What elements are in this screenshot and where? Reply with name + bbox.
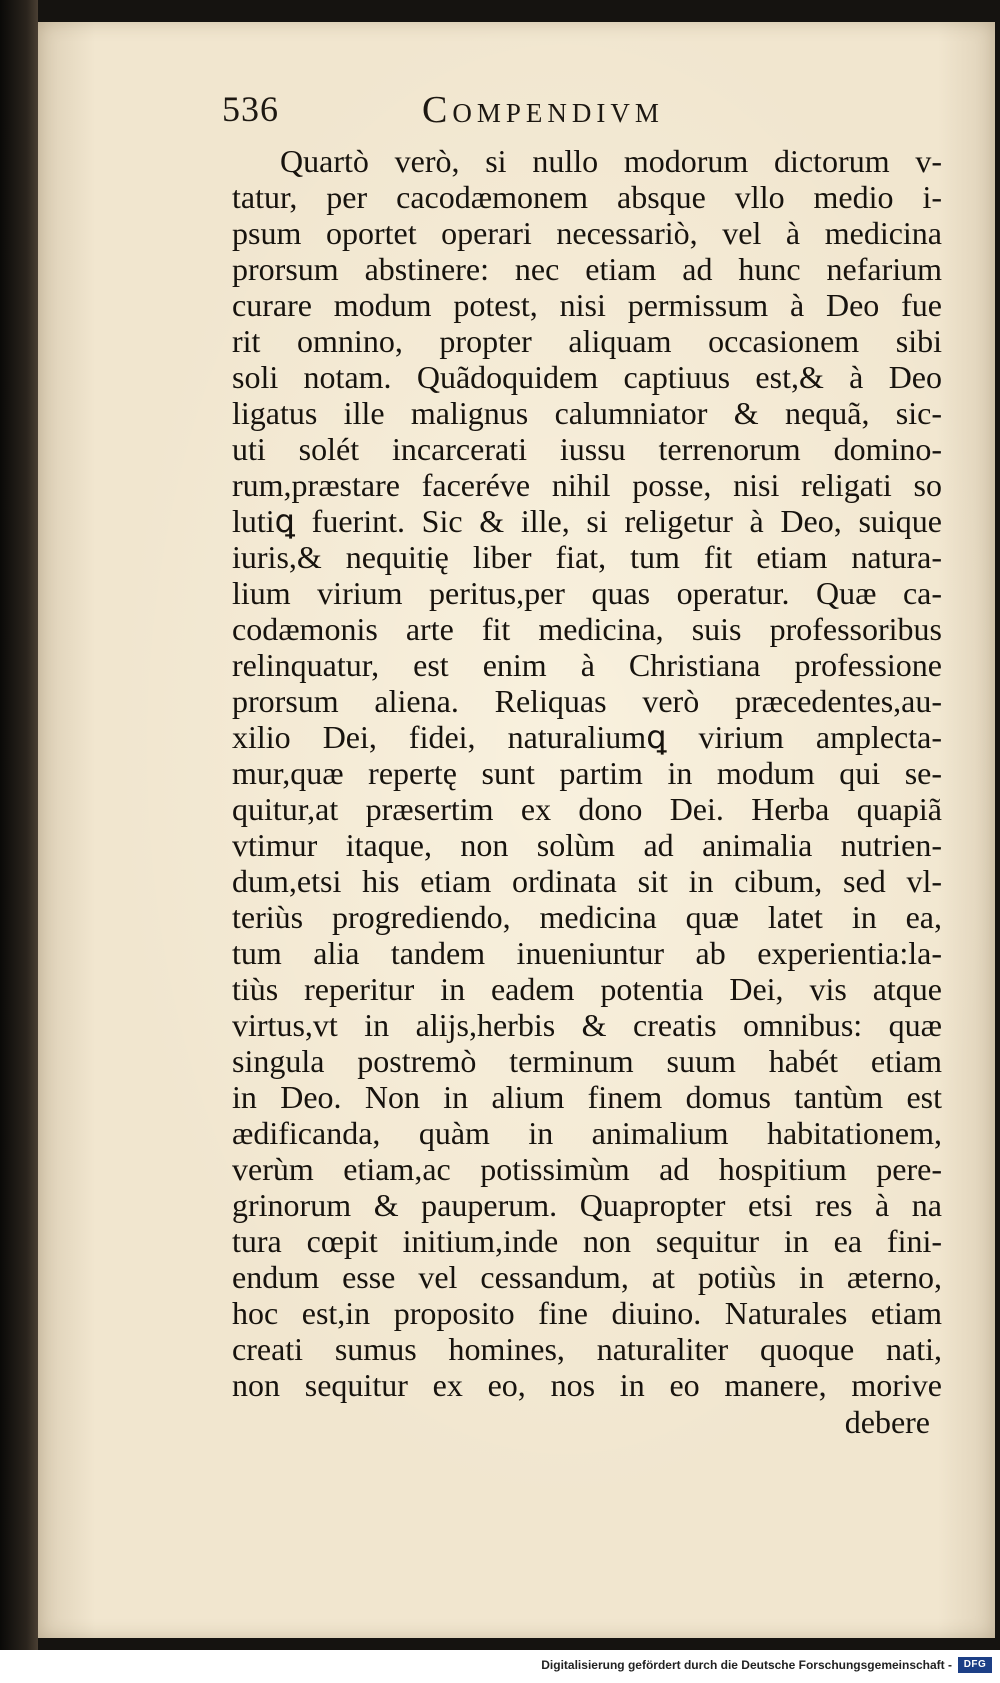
page-number: 536: [222, 89, 279, 129]
footer-bar: [0, 1650, 1000, 1683]
text-line: lium virium peritus,per quas operatur. Quæ ca-: [232, 575, 942, 611]
text-line: quitur,at præsertim ex dono Dei. Herba quapiã: [232, 791, 942, 827]
text-line: tatur, per cacodæmonem absque vllo medio i-: [232, 179, 942, 215]
text-line: singula postremò terminum suum habét etiam: [232, 1043, 942, 1079]
text-line: ligatus ille malignus calumniator & nequã, sic-: [232, 395, 942, 431]
text-line: creati sumus homines, naturaliter quoque nati,: [232, 1331, 942, 1367]
text-line: Quartò verò, si nullo modorum dictorum v-: [280, 143, 942, 179]
text-line: rum,præstare faceréve nihil posse, nisi religati so: [232, 467, 942, 503]
running-head: Compendivm: [422, 89, 664, 131]
text-line: codæmonis arte fit medicina, suis professoribus: [232, 611, 942, 647]
text-line: dum,etsi his etiam ordinata sit in cibum, sed vl-: [232, 863, 942, 899]
text-line: in Deo. Non in alium finem domus tantùm est: [232, 1079, 942, 1115]
text-line: tura cœpit initium,inde non sequitur in ea fini-: [232, 1223, 942, 1259]
text-line: verùm etiam,ac potissimùm ad hospitium pere-: [232, 1151, 942, 1187]
text-line: grinorum & pauperum. Quapropter etsi res à na: [232, 1187, 942, 1223]
text-line: lutiꝗ fuerint. Sic & ille, si religetur à Deo, suique: [232, 503, 942, 539]
text-line: non sequitur ex eo, nos in eo manere, morive: [232, 1367, 942, 1403]
text-line: vtimur itaque, non solùm ad animalia nutrien-: [232, 827, 942, 863]
catchword: debere: [844, 1404, 930, 1440]
text-line: tiùs reperitur in eadem potentia Dei, vis atque: [232, 971, 942, 1007]
text-line: xilio Dei, fidei, naturaliumꝗ virium amplecta-: [232, 719, 942, 755]
funding-credit: Digitalisierung gefördert durch die Deutsche Forschungsgemeinschaft -: [541, 1658, 952, 1672]
text-line: rit omnino, propter aliquam occasionem sibi: [232, 323, 942, 359]
text-line: uti solét incarcerati iussu terrenorum domino-: [232, 431, 942, 467]
text-line: psum oportet operari necessariò, vel à medicina: [232, 215, 942, 251]
text-line: hoc est,in proposito fine diuino. Naturales etiam: [232, 1295, 942, 1331]
text-line: mur,quæ repertę sunt partim in modum qui se-: [232, 755, 942, 791]
book-gutter: [0, 0, 38, 1650]
text-line: endum esse vel cessandum, at potiùs in æterno,: [232, 1259, 942, 1295]
text-line: tum alia tandem inueniuntur ab experientia:la-: [232, 935, 942, 971]
text-line: relinquatur, est enim à Christiana professione: [232, 647, 942, 683]
text-line: prorsum abstinere: nec etiam ad hunc nefarium: [232, 251, 942, 287]
page-header: [200, 70, 840, 130]
dfg-logo-icon: DFG: [958, 1657, 992, 1673]
body-text: [232, 143, 942, 1403]
text-line: iuris,& nequitię liber fiat, tum fit etiam natura-: [232, 539, 942, 575]
text-line: virtus,vt in alijs,herbis & creatis omnibus: quæ: [232, 1007, 942, 1043]
text-line: teriùs progrediendo, medicina quæ latet in ea,: [232, 899, 942, 935]
text-line: curare modum potest, nisi permissum à Deo fue: [232, 287, 942, 323]
text-line: prorsum aliena. Reliquas verò præcedentes,au-: [232, 683, 942, 719]
text-line: ædificanda, quàm in animalium habitationem,: [232, 1115, 942, 1151]
text-line: soli notam. Quãdoquidem captiuus est,& à Deo: [232, 359, 942, 395]
